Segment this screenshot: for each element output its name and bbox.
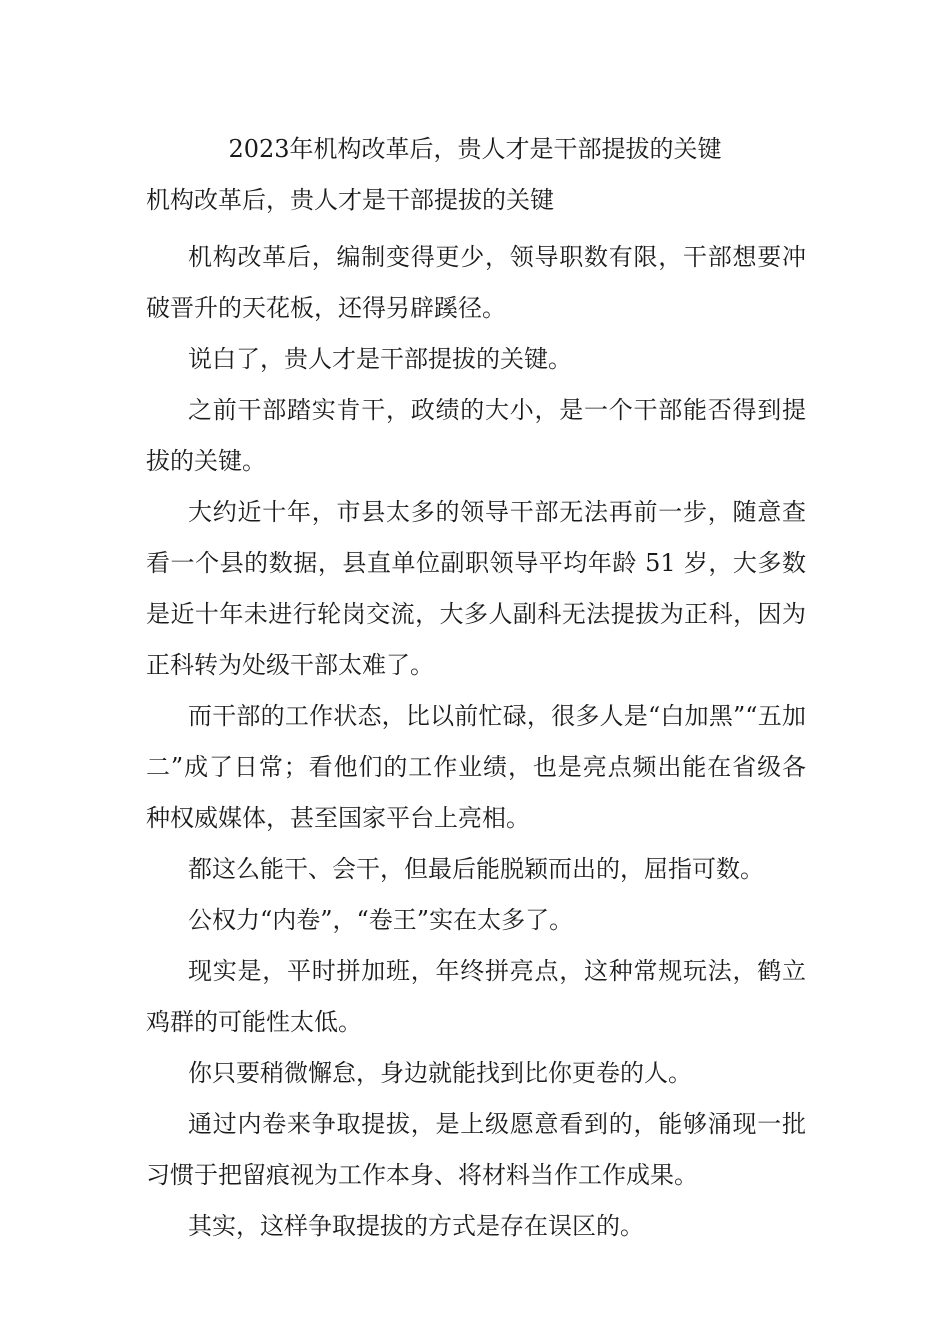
paragraph: 现实是，平时拼加班，年终拼亮点，这种常规玩法，鹤立鸡群的可能性太低。 <box>146 957 806 1036</box>
paragraph: 都这么能干、会干，但最后能脱颖而出的，屈指可数。 <box>188 855 764 883</box>
document-title: 2023年机构改革后，贵人才是干部提拔的关键 <box>228 135 722 163</box>
paragraph: 通过内卷来争取提拔，是上级愿意看到的，能够涌现一批习惯于把留痕视为工作本身、将材料当作工作成果。 <box>146 1110 806 1189</box>
document-subtitle: 机构改革后，贵人才是干部提拔的关键 <box>146 186 554 214</box>
paragraph: 说白了，贵人才是干部提拔的关键。 <box>188 345 572 373</box>
document-body <box>146 232 806 1252</box>
paragraph: 大约近十年，市县太多的领导干部无法再前一步，随意查看一个县的数据，县直单位副职领导平均年龄 51 岁，大多数是近十年未进行轮岗交流，大多人副科无法提拔为正科，因为正科转为处级干部太难了。 <box>146 498 806 679</box>
paragraph: 之前干部踏实肯干，政绩的大小，是一个干部能否得到提拔的关键。 <box>146 396 806 475</box>
paragraph: 其实，这样争取提拔的方式是存在误区的。 <box>188 1212 644 1240</box>
paragraph: 机构改革后，编制变得更少，领导职数有限，干部想要冲破晋升的天花板，还得另辟蹊径。 <box>146 243 806 322</box>
paragraph: 而干部的工作状态，比以前忙碌，很多人是“白加黑”“五加二”成了日常；看他们的工作业绩，也是亮点频出能在省级各种权威媒体，甚至国家平台上亮相。 <box>146 702 806 832</box>
paragraph: 你只要稍微懈怠，身边就能找到比你更卷的人。 <box>188 1059 692 1087</box>
paragraph: 公权力“内卷”，“卷王”实在太多了。 <box>188 906 574 934</box>
